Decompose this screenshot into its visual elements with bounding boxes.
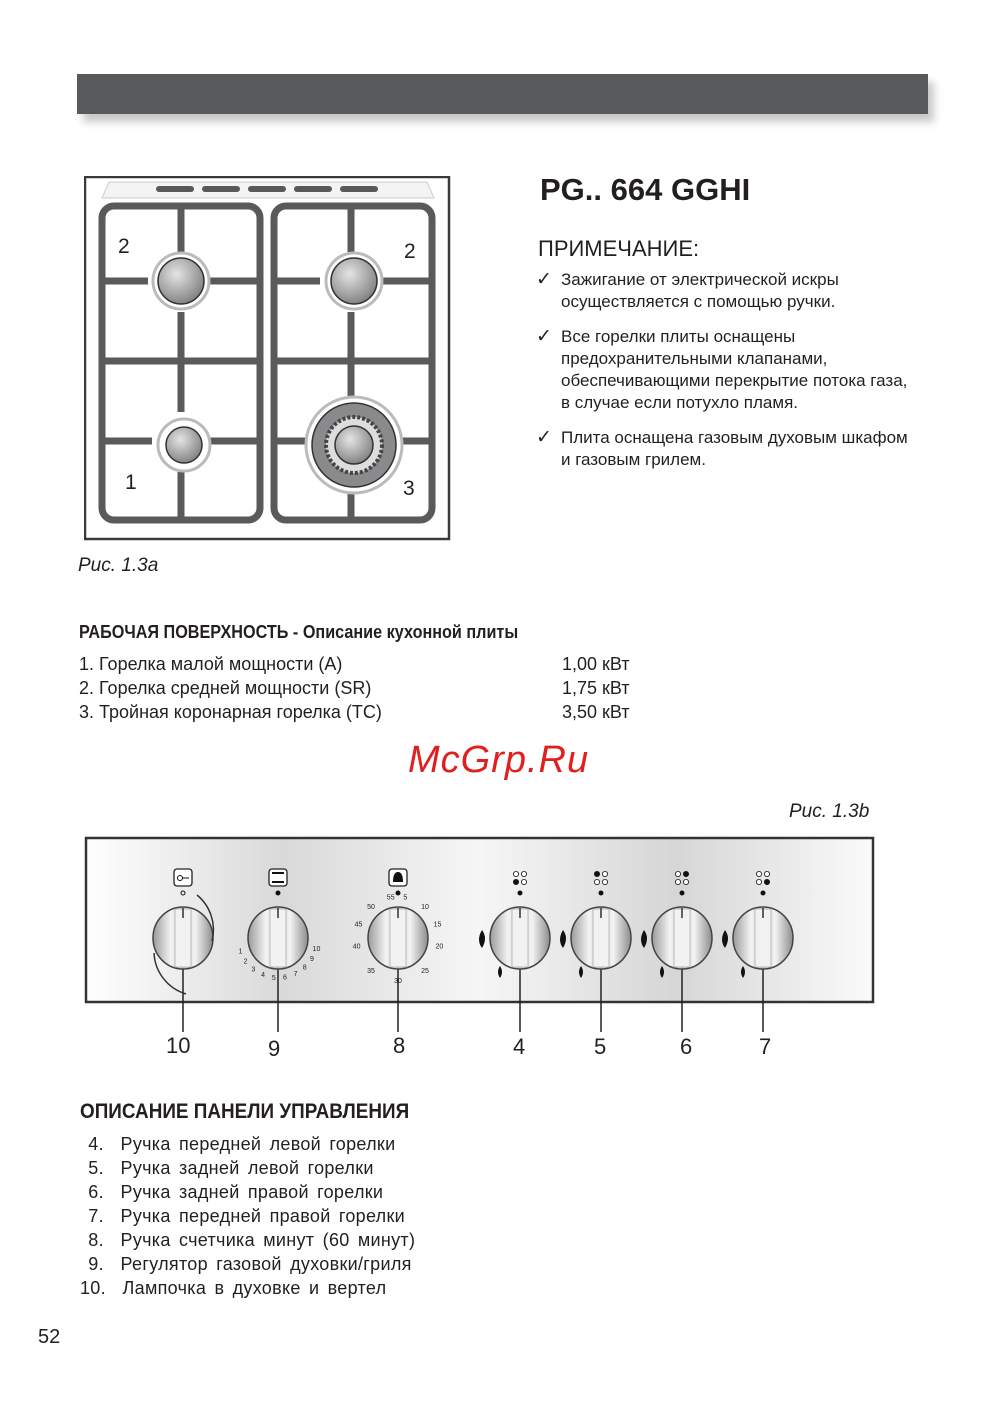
position-dot — [518, 891, 522, 895]
position-dot — [599, 891, 603, 895]
note-item: ✓ Зажигание от электрической искры осуществляется с помощью ручки. — [536, 269, 839, 311]
figure-caption-panel: Рис. 1.3b — [789, 801, 870, 822]
bell-icon — [389, 869, 407, 886]
burner-1 — [166, 427, 202, 463]
control-description-item: 6. Ручка задней правой горелки — [80, 1182, 384, 1202]
burner-label: 1 — [125, 471, 137, 494]
timer-scale-label: 10 — [421, 903, 429, 911]
knob-number: 4 — [513, 1034, 526, 1059]
control-description-item: 8. Ручка счетчика минут (60 минут) — [80, 1230, 416, 1250]
oven-scale-label: 8 — [302, 964, 307, 972]
position-dot — [276, 891, 280, 895]
worktop-row-value: 1,75 кВт — [562, 678, 630, 698]
oven-scale-label: 5 — [271, 974, 276, 982]
worktop-row-label: 2. Горелка средней мощности (SR) — [79, 678, 372, 698]
knob-number: 9 — [268, 1036, 281, 1061]
knob-number: 8 — [393, 1033, 406, 1058]
control-description-item: 9. Регулятор газовой духовки/гриля — [80, 1254, 412, 1274]
burner-2-left — [158, 258, 204, 304]
oven-scale-label: 7 — [293, 970, 298, 978]
worktop-row-value: 1,00 кВт — [562, 654, 630, 674]
control-description-item: 5. Ручка задней левой горелки — [80, 1158, 374, 1178]
check-icon: ✓ — [536, 326, 552, 347]
worktop-heading: РАБОЧАЯ ПОВЕРХНОСТЬ - Описание кухонной плиты — [79, 622, 519, 642]
timer-scale-label: 15 — [433, 921, 442, 929]
oven-icon — [269, 869, 287, 886]
oven-scale-label: 4 — [261, 972, 265, 980]
timer-scale-label: 50 — [367, 903, 375, 911]
figure-caption-hob: Рис. 1.3a — [78, 555, 159, 576]
control-description-item: 4. Ручка передней левой горелки — [80, 1134, 396, 1154]
note-item: ✓ Плита оснащена газовым духовым шкафом и газовым грилем. — [536, 427, 908, 469]
oven-scale-label: 3 — [251, 966, 256, 974]
vent-slots — [156, 186, 378, 192]
timer-scale-label: 35 — [367, 968, 375, 976]
check-icon: ✓ — [536, 269, 552, 290]
hob-illustration — [84, 176, 452, 542]
timer-scale-label: 5 — [403, 894, 408, 902]
knob-number: 6 — [680, 1034, 693, 1059]
timer-scale-label: 45 — [354, 921, 363, 929]
oven-scale-label: 6 — [282, 974, 287, 982]
knob-number: 5 — [594, 1034, 607, 1059]
page-number: 52 — [38, 1326, 61, 1348]
lamp-spit-icon — [174, 869, 192, 886]
position-dot — [680, 891, 684, 895]
position-dot — [396, 891, 400, 895]
knob-number: 10 — [166, 1033, 191, 1058]
timer-scale-label: 55 — [386, 894, 395, 902]
worktop-row-value: 3,50 кВт — [562, 702, 630, 722]
control-panel-illustration — [84, 836, 878, 1032]
burner-label: 2 — [404, 240, 416, 263]
control-description-item: 10. Лампочка в духовке и вертел — [80, 1278, 387, 1298]
note-heading: ПРИМЕЧАНИЕ: — [538, 236, 700, 261]
worktop-row-label: 3. Тройная коронарная горелка (TC) — [79, 702, 382, 722]
control-description-item: 7. Ручка передней правой горелки — [80, 1206, 406, 1226]
burner-label: 3 — [403, 477, 415, 500]
burner-2-right — [331, 258, 377, 304]
worktop-row-label: 1. Горелка малой мощности (A) — [79, 654, 343, 674]
oven-scale-label: 1 — [238, 948, 243, 956]
model-title: PG.. 664 GGHI — [540, 172, 751, 207]
check-icon: ✓ — [536, 427, 552, 448]
oven-scale-label: 2 — [243, 958, 248, 966]
timer-scale-label: 20 — [435, 943, 444, 951]
note-item: ✓ Все горелки плиты оснащены предохранительными клапанами, обеспечивающими перекрытие потока газа, в случае если потухло пламя. — [536, 326, 908, 412]
timer-scale-label: 25 — [421, 968, 429, 976]
timer-scale-label: 40 — [352, 943, 361, 951]
oven-scale-label: 10 — [312, 946, 321, 954]
knob-number: 7 — [759, 1034, 772, 1059]
header-bar — [77, 74, 928, 114]
position-dot — [761, 891, 765, 895]
watermark: McGrp.Ru — [408, 739, 590, 781]
burner-label: 2 — [118, 235, 130, 258]
timer-scale-label: 30 — [394, 978, 402, 985]
controls-heading: ОПИСАНИЕ ПАНЕЛИ УПРАВЛЕНИЯ — [80, 1100, 410, 1123]
oven-scale-label: 9 — [309, 956, 314, 964]
